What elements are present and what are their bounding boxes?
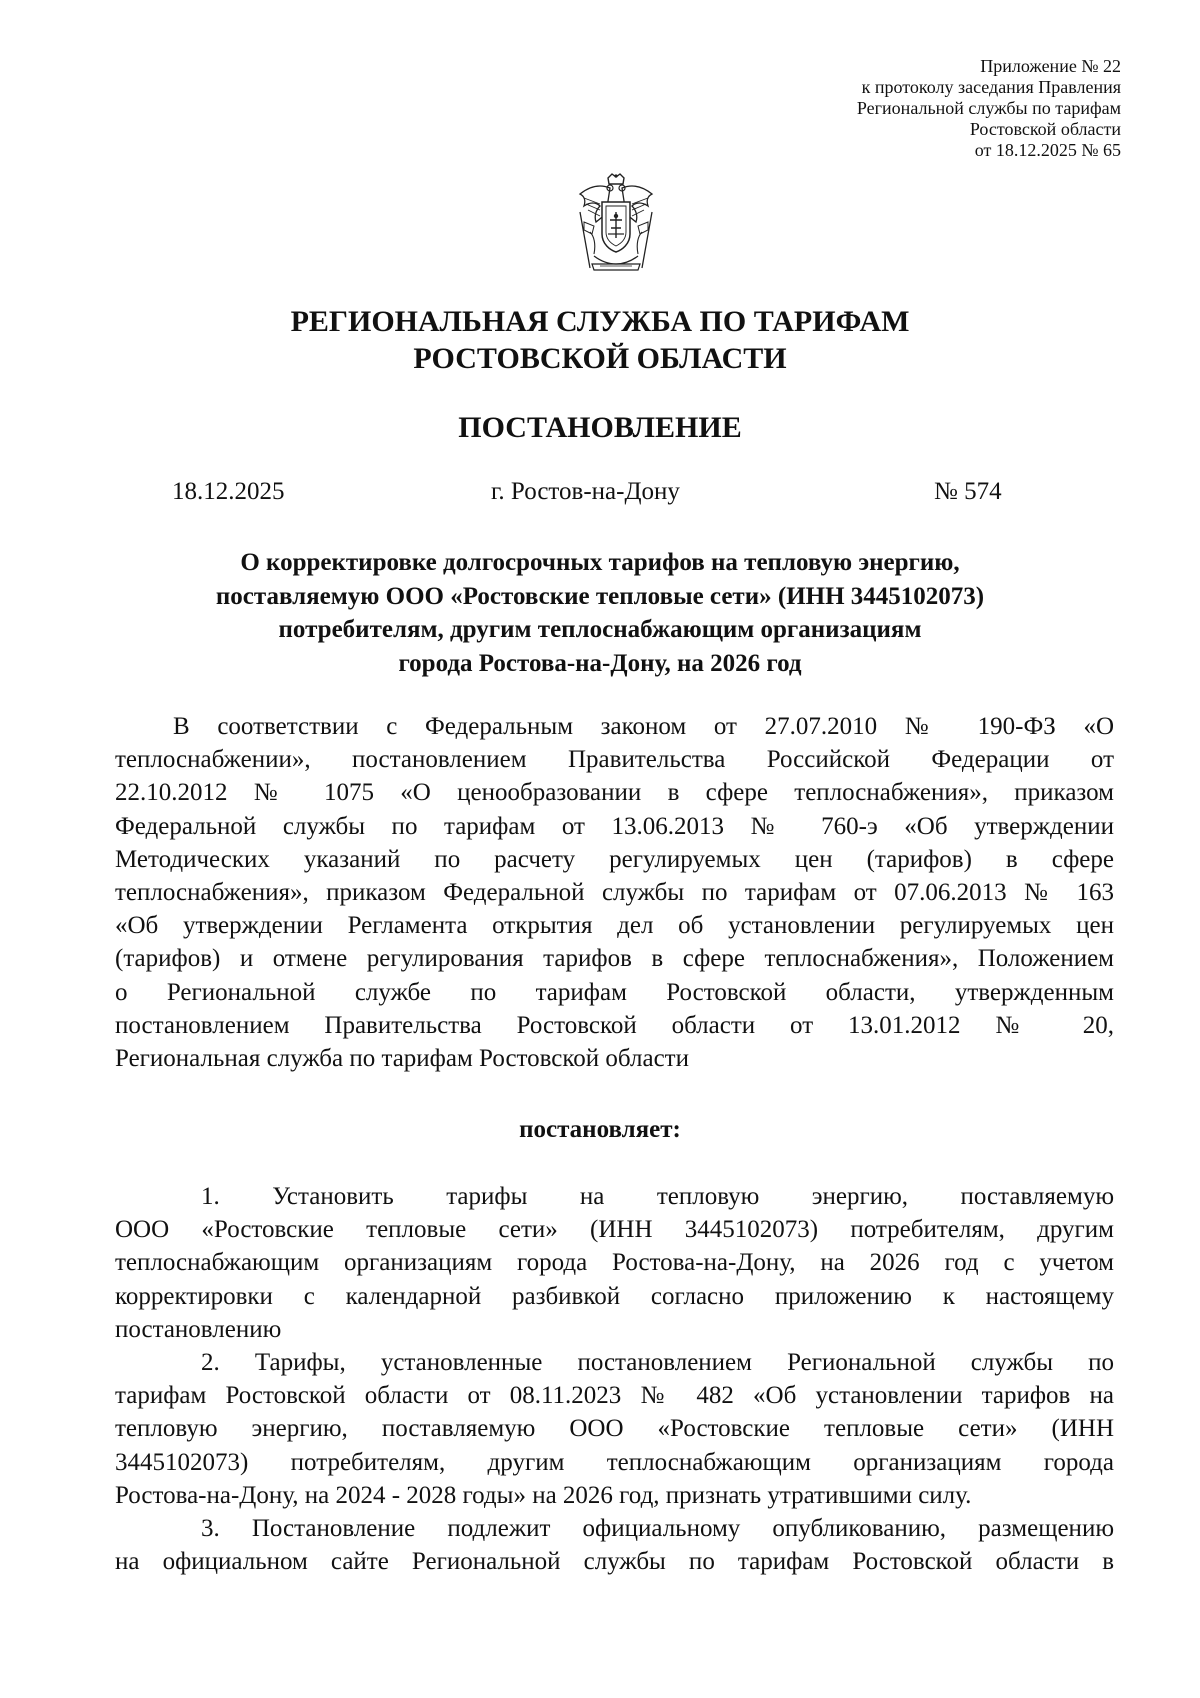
item-2-line: тепловую энергию, поставляемую ООО «Ростовские тепловые сети» (ИНН <box>115 1415 1114 1443</box>
preamble-line: Региональная служба по тарифам Ростовской области <box>115 1045 689 1073</box>
preamble-line: «Об утверждении Регламента открытия дел об установлении регулируемых цен <box>115 912 1114 940</box>
preamble-line: о Региональной службе по тарифам Ростовской области, утвержденным <box>115 978 1114 1006</box>
org-title-line: РОСТОВСКОЙ ОБЛАСТИ <box>413 342 787 375</box>
annex-reference <box>857 56 1121 161</box>
preamble-paragraph <box>115 710 1114 1075</box>
annex-line: Приложение № 22 <box>980 56 1121 76</box>
item-3-line: на официальном сайте Региональной службы по тарифам Ростовской области в <box>115 1548 1114 1576</box>
document-subject <box>0 546 1200 680</box>
item-3-line: 3. Постановление подлежит официальному опубликованию, размещению <box>201 1515 1114 1543</box>
org-title-line: РЕГИОНАЛЬНАЯ СЛУЖБА ПО ТАРИФАМ <box>290 305 910 338</box>
preamble-line: Федеральной службы по тарифам от 13.06.2013 № 760-э «Об утверждении <box>115 812 1114 840</box>
item-1-line: корректировки с календарной разбивкой согласно приложению к настоящему <box>115 1282 1114 1310</box>
document-city: г. Ростов-на-Дону <box>491 478 680 505</box>
subject-line: города Ростова-на-Дону, на 2026 год <box>398 649 802 677</box>
document-date: 18.12.2025 <box>172 478 285 505</box>
item-2-line: тарифам Ростовской области от 08.11.2023 № 482 «Об установлении тарифов на <box>115 1382 1114 1410</box>
document-type: ПОСТАНОВЛЕНИЕ <box>458 411 742 444</box>
item-2-line: 3445102073) потребителям, другим теплоснабжающим организациям города <box>115 1448 1114 1476</box>
resolution-items <box>115 1180 1114 1578</box>
preamble-line: 22.10.2012 № 1075 «О ценообразовании в сфере теплоснабжения», приказом <box>115 779 1114 807</box>
item-1-line: 1. Установить тарифы на тепловую энергию, поставляемую <box>201 1183 1114 1210</box>
subject-line: потребителям, другим теплоснабжающим организациям <box>278 616 922 643</box>
annex-line: Региональной службы по тарифам <box>856 98 1121 118</box>
coat-of-arms-icon <box>570 172 662 278</box>
preamble-line: постановлением Правительства Ростовской области от 13.01.2012 № 20, <box>115 1011 1114 1039</box>
annex-line: от 18.12.2025 № 65 <box>974 140 1121 160</box>
subject-line: поставляемую ООО «Ростовские тепловые сети» (ИНН 3445102073) <box>215 582 985 610</box>
item-1-line: постановлению <box>115 1315 282 1343</box>
annex-line: Ростовской области <box>969 119 1121 139</box>
decides-heading: постановляет: <box>519 1116 681 1143</box>
subject-line: О корректировке долгосрочных тарифов на тепловую энергию, <box>240 549 960 576</box>
preamble-line: (тарифов) и отмене регулирования тарифов в сфере теплоснабжения», Положением <box>115 945 1114 973</box>
item-2-line: 2. Тарифы, установленные постановлением Региональной службы по <box>201 1349 1114 1377</box>
item-1-line: теплоснабжающим организациям города Ростова-на-Дону, на 2026 год с учетом <box>115 1249 1114 1277</box>
document-number: № 574 <box>934 478 1002 505</box>
preamble-line: В соответствии с Федеральным законом от 27.07.2010 № 190-ФЗ «О <box>173 713 1114 740</box>
preamble-line: Методических указаний по расчету регулируемых цен (тарифов) в сфере <box>115 845 1114 873</box>
organization-title <box>0 303 1200 377</box>
item-2-line: Ростова-на-Дону, на 2024 - 2028 годы» на 2026 год, признать утратившими силу. <box>115 1481 972 1509</box>
annex-line: к протоколу заседания Правления <box>861 77 1121 97</box>
preamble-line: теплоснабжении», постановлением Правительства Российской Федерации от <box>115 746 1114 774</box>
preamble-line: теплоснабжения», приказом Федеральной службы по тарифам от 07.06.2013 № 163 <box>115 879 1114 907</box>
item-1-line: ООО «Ростовские тепловые сети» (ИНН 3445102073) потребителям, другим <box>115 1216 1114 1244</box>
